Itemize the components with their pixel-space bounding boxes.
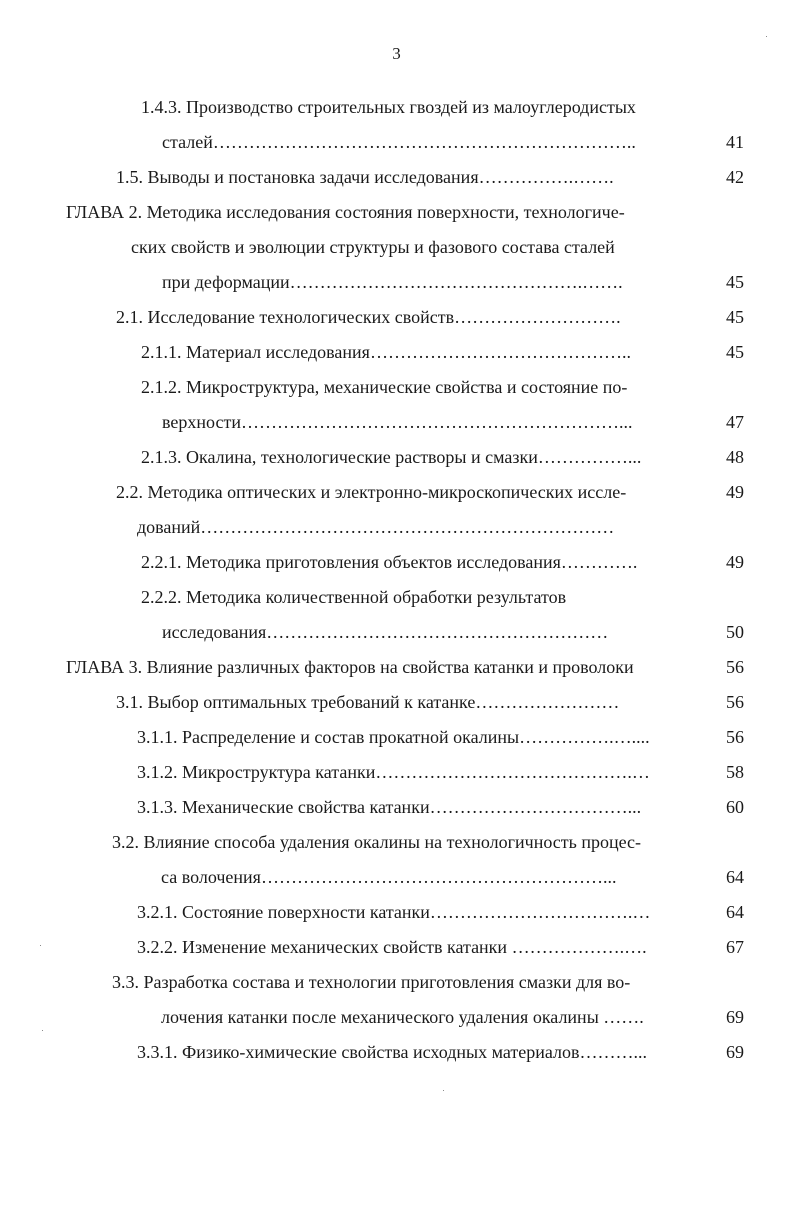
toc-page-number: 50 — [726, 622, 744, 642]
toc-page-number: 45 — [726, 342, 744, 362]
toc-entry-text: ГЛАВА 2. Методика исследования состояния поверхности, технологиче- — [66, 202, 625, 222]
toc-entry-text: 3.2.1. Состояние поверхности катанки…………………………….… — [137, 902, 651, 922]
toc-entry-text: 3.3.1. Физико-химические свойства исходных материалов………... — [137, 1042, 648, 1062]
toc-entry-text: 2.2.1. Методика приготовления объектов исследования…………. — [141, 552, 638, 572]
toc-entry-text: 3.2.2. Изменение механических свойств катанки ……………….…. — [137, 937, 647, 957]
toc-entry-text: са волочения…………………………………………………... — [161, 867, 617, 887]
toc-page-number: 69 — [726, 1007, 744, 1027]
toc-entry-text: 2.1. Исследование технологических свойств………………………. — [116, 307, 621, 327]
toc-page-number: 49 — [726, 552, 744, 572]
toc-entry-text: при деформации………………………………………….……. — [162, 272, 623, 292]
toc-entry-text: 3.1.1. Распределение и состав прокатной окалины…………….….... — [137, 727, 650, 747]
toc-page-number: 42 — [726, 167, 744, 187]
toc-entry-text: 3.2. Влияние способа удаления окалины на технологичность процес- — [112, 832, 642, 852]
toc-entry-text: лочения катанки после механического удаления окалины ……. — [161, 1007, 644, 1027]
toc-page-number: 45 — [726, 307, 744, 327]
toc-page-number: 67 — [726, 937, 744, 957]
toc-entry-text: исследования………………………………………………… — [162, 622, 609, 642]
toc-entry-text: 2.1.1. Материал исследования…………………………………….. — [141, 342, 631, 362]
toc-entry-text: верхности………………………………………………………... — [162, 412, 633, 432]
scan-speck — [443, 1090, 444, 1091]
toc-page-number: 69 — [726, 1042, 744, 1062]
toc-entry-text: 1.5. Выводы и постановка задачи исследования…………….……. — [116, 167, 614, 187]
toc-entry-text: 2.1.2. Микроструктура, механические свойства и состояние по- — [141, 377, 628, 397]
toc-entry-text: 2.1.3. Окалина, технологические растворы и смазки……………... — [141, 447, 642, 467]
toc-entry-text: сталей…………………………………………………………….. — [162, 132, 636, 152]
toc-page-number: 58 — [726, 762, 744, 782]
toc-entry-text: 2.2. Методика оптических и электронно-микроскопических иссле- — [116, 482, 627, 502]
scan-speck — [766, 36, 767, 37]
toc-page-number: 47 — [726, 412, 744, 432]
toc-entry-text: 3.1. Выбор оптимальных требований к катанке…………………… — [116, 692, 620, 712]
toc-page-number: 56 — [726, 657, 744, 677]
toc-page-number: 60 — [726, 797, 744, 817]
page-number: 3 — [392, 44, 401, 63]
toc-entry-text: ских свойств и эволюции структуры и фазового состава сталей — [131, 237, 615, 257]
toc-page-number: 49 — [726, 482, 744, 502]
toc-entry-text: 3.3. Разработка состава и технологии приготовления смазки для во- — [112, 972, 631, 992]
toc-page-number: 56 — [726, 727, 744, 747]
toc-page-number: 41 — [726, 132, 744, 152]
toc-entry-text: дований…………………………………………………………… — [137, 517, 615, 537]
toc-entry-text: ГЛАВА 3. Влияние различных факторов на свойства катанки и проволоки — [66, 657, 634, 677]
toc-entry-text: 1.4.3. Производство строительных гвоздей из малоуглеродистых — [141, 97, 636, 117]
toc-page-number: 45 — [726, 272, 744, 292]
toc-entry-text: 3.1.3. Механические свойства катанки……………………………... — [137, 797, 642, 817]
toc-entry-text: 2.2.2. Методика количественной обработки результатов — [141, 587, 567, 607]
toc-page-number: 56 — [726, 692, 744, 712]
scan-speck — [42, 1030, 43, 1031]
toc-page-number: 64 — [726, 902, 744, 922]
toc-entry-text: 3.1.2. Микроструктура катанки…………………………………….… — [137, 762, 650, 782]
scan-speck — [40, 945, 41, 946]
toc-page-number: 64 — [726, 867, 744, 887]
toc-page-number: 48 — [726, 447, 744, 467]
